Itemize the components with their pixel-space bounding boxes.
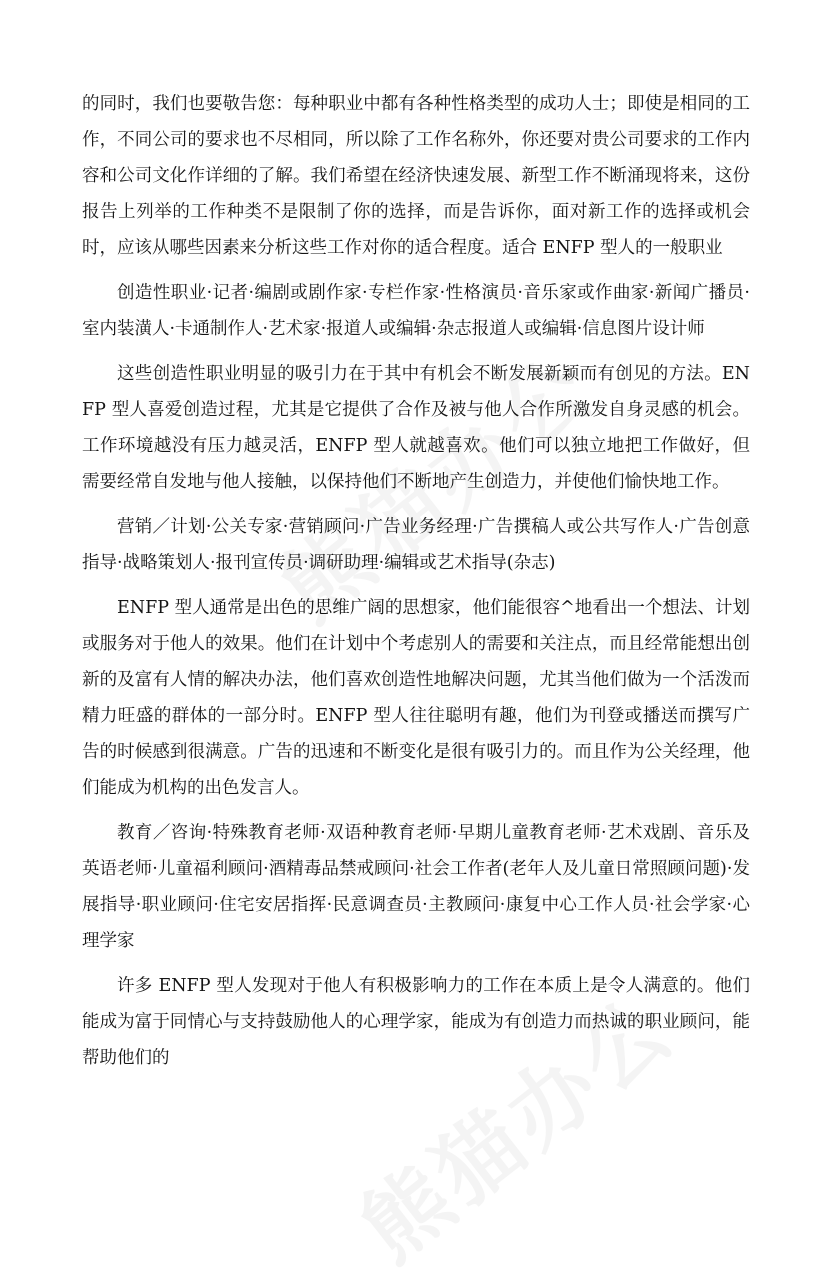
document-body	[82, 86, 750, 1085]
paragraph-3: 这些创造性职业明显的吸引力在于其中有机会不断发展新颖而有创见的方法。ENFP 型人喜爱创造过程，尤其是它提供了合作及被与他人合作所激发自身灵感的机会。工作环境越没有压力越灵活，ENFP 型人就越喜欢。他们可以独立地把工作做好，但需要经常自发地与他人接触，以保持他们不断地产生创造力，并使他们愉快地工作。	[82, 364, 750, 492]
paragraph-1: 的同时，我们也要敬告您：每种职业中都有各种性格类型的成功人士；即使是相同的工作，不同公司的要求也不尽相同，所以除了工作名称外，你还要对贵公司要求的工作内容和公司文化作详细的了解。我们希望在经济快速发展、新型工作不断涌现将来，这份报告上列举的工作种类不是限制了你的选择，而是告诉你，面对新工作的选择或机会时，应该从哪些因素来分析这些工作对你的适合程度。适合 ENFP 型人的一般职业	[82, 94, 750, 258]
paragraph-6: 教育／咨询·特殊教育老师·双语种教育老师·早期儿童教育老师·艺术戏剧、音乐及英语老师·儿童福利顾问·酒精毒品禁戒顾问·社会工作者(老年人及儿童日常照顾问题)·发展指导·职业顾问·住宅安居指挥·民意调查员·主教顾问·康复中心工作人员·社会学家·心理学家	[82, 823, 750, 951]
paragraph-2: 创造性职业·记者·编剧或剧作家·专栏作家·性格演员·音乐家或作曲家·新闻广播员·室内装潢人·卡通制作人·艺术家·报道人或编辑·杂志报道人或编辑·信息图片设计师	[82, 283, 750, 339]
paragraph-4: 营销／计划·公关专家·营销顾问·广告业务经理·广告撰稿人或公共写作人·广告创意指导·战略策划人·报刊宣传员·调研助理·编辑或艺术指导(杂志)	[82, 517, 750, 573]
paragraph-5: ENFP 型人通常是出色的思维广阔的思想家，他们能很容^地看出一个想法、计划或服务对于他人的效果。他们在计划中个考虑别人的需要和关注点，而且经常能想出创新的及富有人情的解决办法，他们喜欢创造性地解决问题，尤其当他们做为一个活泼而精力旺盛的群体的一部分时。ENFP 型人往往聪明有趣，他们为刊登或播送而撰写广告的时候感到很满意。广告的迅速和不断变化是很有吸引力的。而且作为公关经理，他们能成为机构的出色发言人。	[82, 598, 750, 798]
paragraph-7: 许多 ENFP 型人发现对于他人有积极影响力的工作在本质上是令人满意的。他们能成为富于同情心与支持鼓励他人的心理学家，能成为有创造力而热诚的职业顾问，能帮助他们的	[82, 976, 750, 1068]
